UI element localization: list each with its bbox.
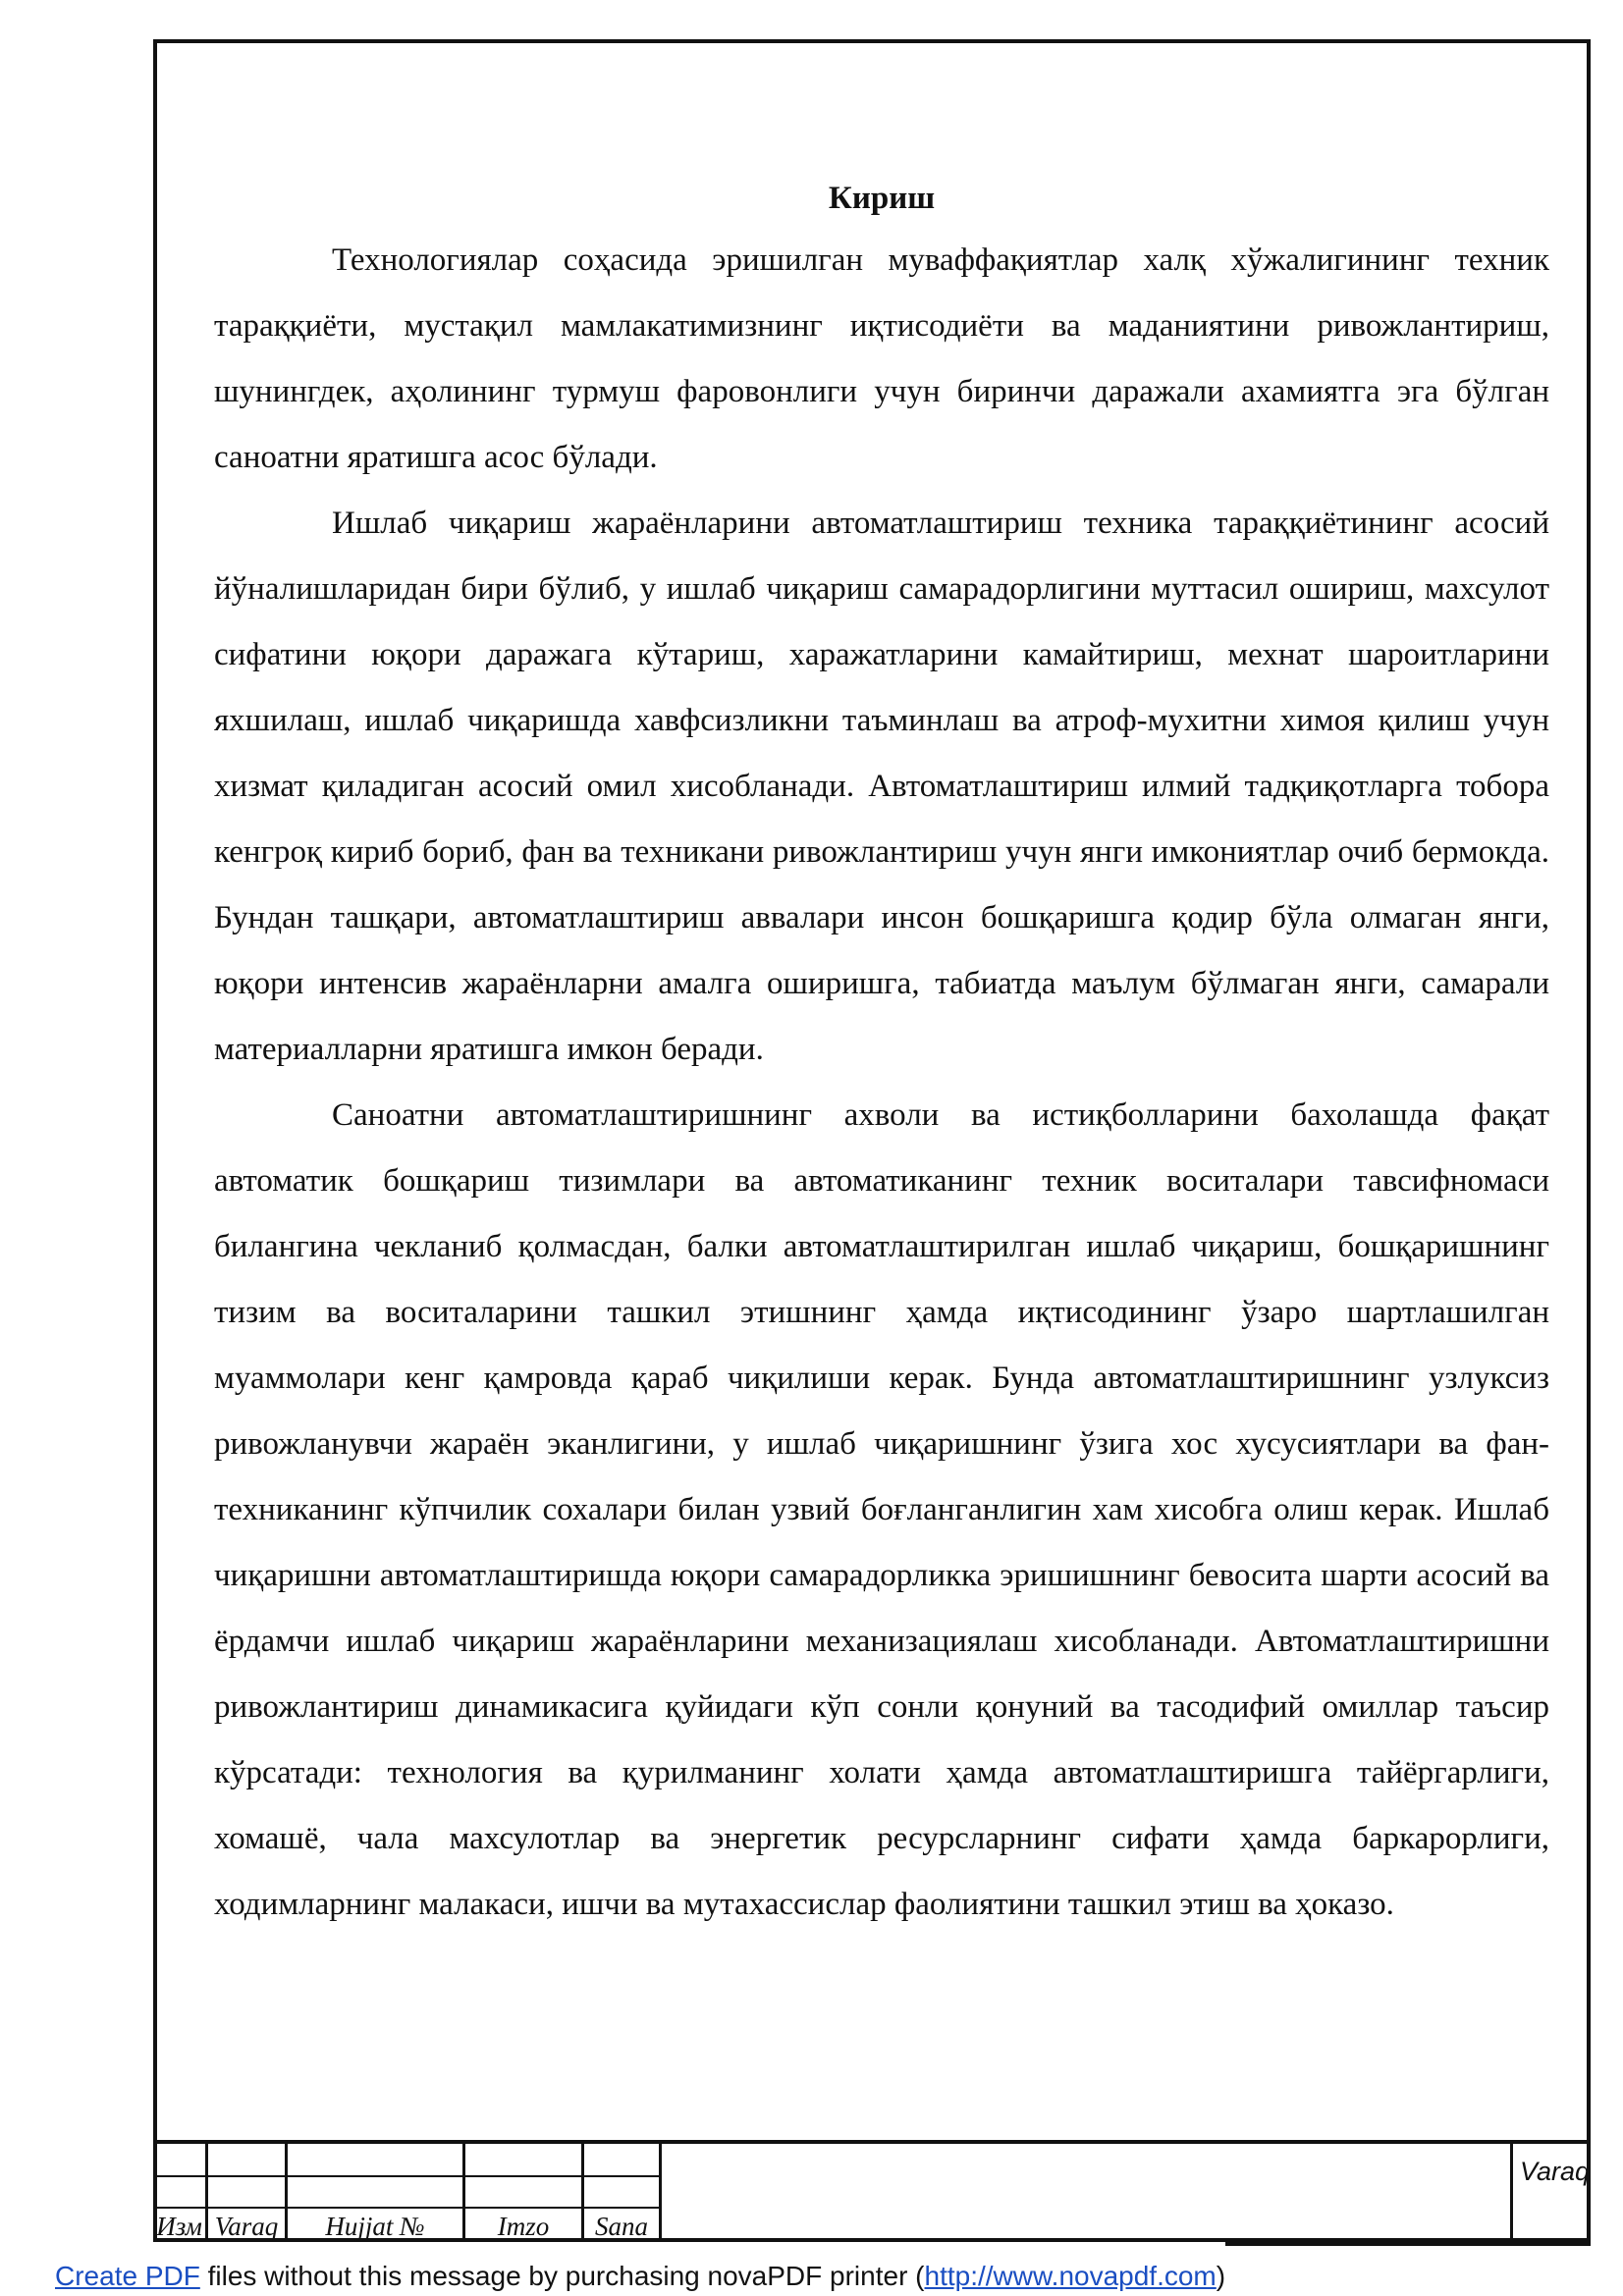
grid-row-divider	[153, 2207, 662, 2209]
stamp-label-sana: Sana	[595, 2212, 648, 2241]
grid-row-divider	[153, 2175, 662, 2177]
sheet-number-label: Varaq	[1520, 2157, 1591, 2186]
footer-message: files without this message by purchasing novaPDF printer (	[199, 2261, 925, 2291]
title-block-bottom-rule	[1225, 2242, 1591, 2246]
pdf-watermark-footer	[55, 2260, 1225, 2293]
grid-col-divider	[659, 2144, 662, 2242]
stamp-label-varaq: Varaq	[214, 2212, 279, 2241]
stamp-label-imzo: Imzo	[497, 2212, 550, 2241]
footer-close-paren: )	[1216, 2261, 1226, 2291]
stamp-label-izm: Изм	[156, 2212, 202, 2241]
title-block-grid	[153, 2144, 662, 2242]
paragraph-1: Технологиялар соҳасида эришилган муваффақиятлар халқ хўжалигининг техник тараққиёти, мустақил мамлакатимизнинг иқтисодиёти ва маданиятини ривожлантириш, шунингдек, аҳолининг турмуш фаровонлиги учун биринчи даражали ахамиятга эга бўлган саноатни яратишга асос бўлади.	[214, 242, 1549, 475]
novapdf-url-link[interactable]: http://www.novapdf.com	[924, 2261, 1217, 2291]
stamp-label-hujjat: Hujjat №	[325, 2212, 425, 2241]
document-heading: Кириш	[828, 181, 936, 216]
title-block	[153, 2140, 1591, 2242]
paragraph-3: Саноатни автоматлаштиришнинг ахволи ва истиқболларини бахолашда фақат автоматик бошқариш тизимлари ва автоматиканинг техник воситалари тавсифномаси билангина чекланиб қолмасдан, балки автоматлаштирилган ишлаб чиқариш, бошқаришнинг тизим ва воситаларини ташкил этишнинг ҳамда иқтисодининг ўзаро шартлашилган муаммолари кенг қамровда қараб чиқилиши керак. Бунда автоматлаштиришнинг узлуксиз ривожланувчи жараён эканлигини, у ишлаб чиқаришнинг ўзига хос хусусиятлари ва фан-техниканинг кўпчилик сохалари билан узвий боғланганлигин хам хисобга олиш керак. Ишлаб чиқаришни автоматлаштиришда юқори самарадорликка эришишнинг бевосита шарти асосий ва ёрдамчи ишлаб чиқариш жараёнларини механизациялаш хисобланади. Автоматлаштиришни ривожлантириш динамикасига қуйидаги кўп сонли қонуний ва тасодифий омиллар таъсир кўрсатади: технология ва қурилманинг холати ҳамда автоматлаштиришга тайёргарлиги, хомашё, чала махсулотлар ва энергетик ресурсларнинг сифати ҳамда баркарорлиги, ходимларнинг малакаси, ишчи ва мутахассислар фаолиятини ташкил этиш ва ҳоказо.	[214, 1097, 1549, 1922]
paragraph-2: Ишлаб чиқариш жараёнларини автоматлаштириш техника тараққиётининг асосий йўналишларидан бири бўлиб, у ишлаб чиқариш самарадорлигини муттасил ошириш, махсулот сифатини юқори даражага кўтариш, харажатларини камайтириш, мехнат шароитларини яхшилаш, ишлаб чиқаришда хавфсизликни таъминлаш ва атроф-мухитни химоя қилиш учун хизмат қиладиган асосий омил хисобланади. Автоматлаштириш илмий тадқиқотларга тобора кенгроқ кириб бориб, фан ва техникани ривожлантириш учун янги имкониятлар очиб бермокда. Бундан ташқари, автоматлаштириш аввалари инсон бошқаришга қодир бўла олмаган янги, юқори интенсив жараёнларни амалга оширишга, табиатда маълум бўлмаган янги, самарали материалларни яратишга имкон беради.	[214, 506, 1549, 1067]
document-body	[214, 169, 1549, 1938]
create-pdf-link[interactable]: Create PDF	[55, 2261, 200, 2291]
